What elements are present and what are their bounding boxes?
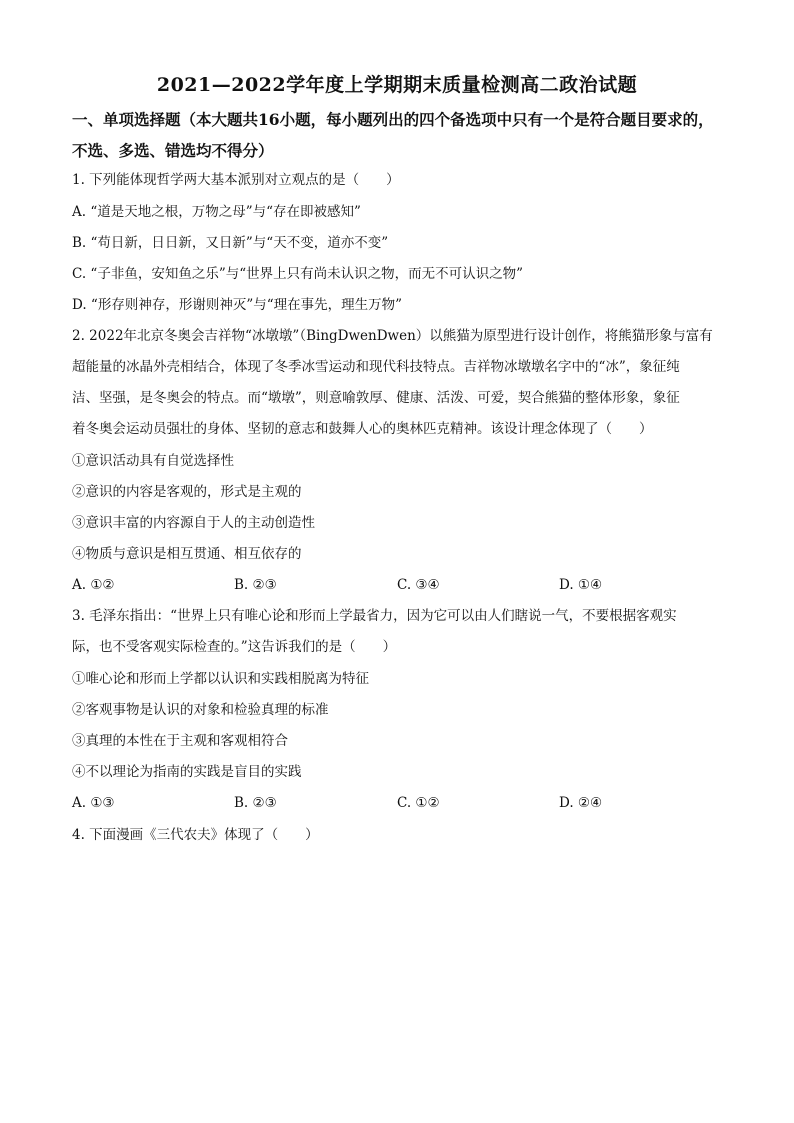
question-2-choice-c: C. ③④ xyxy=(397,577,440,593)
question-4-stem: 4. 下面漫画《三代农夫》体现了（ ） xyxy=(72,827,319,843)
question-2-choices xyxy=(72,575,732,595)
question-3-statement-3: ③真理的本性在于主观和客观相符合 xyxy=(72,733,288,749)
question-1-option-c: C. “子非鱼，安知鱼之乐”与“世界上只有尚未认识之物，而无不可认识之物” xyxy=(72,266,524,282)
question-2-choice-d: D. ①④ xyxy=(559,577,603,593)
question-2-choice-b: B. ②③ xyxy=(234,577,277,593)
question-3-stem-line-1: 3. 毛泽东指出：“世界上只有唯心论和形而上学最省力，因为它可以由人们瞎说一气，不要根据客观实 xyxy=(72,608,677,624)
question-2-stem-line-2: 超能量的冰晶外壳相结合，体现了冬季冰雪运动和现代科技特点。吉祥物冰墩墩名字中的“冰”，象征纯 xyxy=(72,359,680,375)
question-3-choices xyxy=(72,793,732,813)
question-2-stem-line-4: 着冬奥会运动员强壮的身体、坚韧的意志和鼓舞人心的奥林匹克精神。该设计理念体现了（ ） xyxy=(72,421,653,437)
question-3-choice-d: D. ②④ xyxy=(559,795,603,811)
question-2-statement-3: ③意识丰富的内容源自于人的主动创造性 xyxy=(72,515,315,531)
question-1-option-d: D. “形存则神存，形谢则神灭”与“理在事先，理生万物” xyxy=(72,297,403,313)
question-3-choice-a: A. ①③ xyxy=(72,795,115,811)
section-heading: 一、单项选择题（本大题共16小题，每小题列出的四个备选项中只有一个是符合题目要求的，不选、多选、错选均不得分） xyxy=(72,110,714,160)
question-1-option-a: A. “道是天地之根，万物之母”与“存在即被感知” xyxy=(72,204,361,220)
question-2-choice-a: A. ①② xyxy=(72,577,115,593)
question-3-statement-1: ①唯心论和形而上学都以认识和实践相脱离为特征 xyxy=(72,671,369,687)
question-3-statement-4: ④不以理论为指南的实践是盲目的实践 xyxy=(72,764,302,780)
question-3-choice-c: C. ①② xyxy=(397,795,440,811)
question-1-stem: 1. 下列能体现哲学两大基本派别对立观点的是（ ） xyxy=(72,172,400,188)
question-2-stem-line-1: 2. 2022年北京冬奥会吉祥物“冰墩墩”（BingDwenDwen）以熊猫为原型进行设计创作，将熊猫形象与富有 xyxy=(72,328,713,344)
question-2-statement-2: ②意识的内容是客观的，形式是主观的 xyxy=(72,484,302,500)
question-3-stem-line-2: 际，也不受客观实际检查的。”这告诉我们的是（ ） xyxy=(72,639,397,655)
question-2-statement-4: ④物质与意识是相互贯通、相互依存的 xyxy=(72,546,302,562)
page-title: 2021—2022学年度上学期期末质量检测高二政治试题 xyxy=(156,74,638,96)
question-2-statement-1: ①意识活动具有自觉选择性 xyxy=(72,453,234,469)
question-3-statement-2: ②客观事物是认识的对象和检验真理的标准 xyxy=(72,702,329,718)
question-2-stem-line-3: 洁、坚强，是冬奥会的特点。而“墩墩”，则意喻敦厚、健康、活泼、可爱，契合熊猫的整体形象，象征 xyxy=(72,390,680,406)
question-3-choice-b: B. ②③ xyxy=(234,795,277,811)
question-1-option-b: B. “苟日新，日日新，又日新”与“天不变，道亦不变” xyxy=(72,235,389,251)
